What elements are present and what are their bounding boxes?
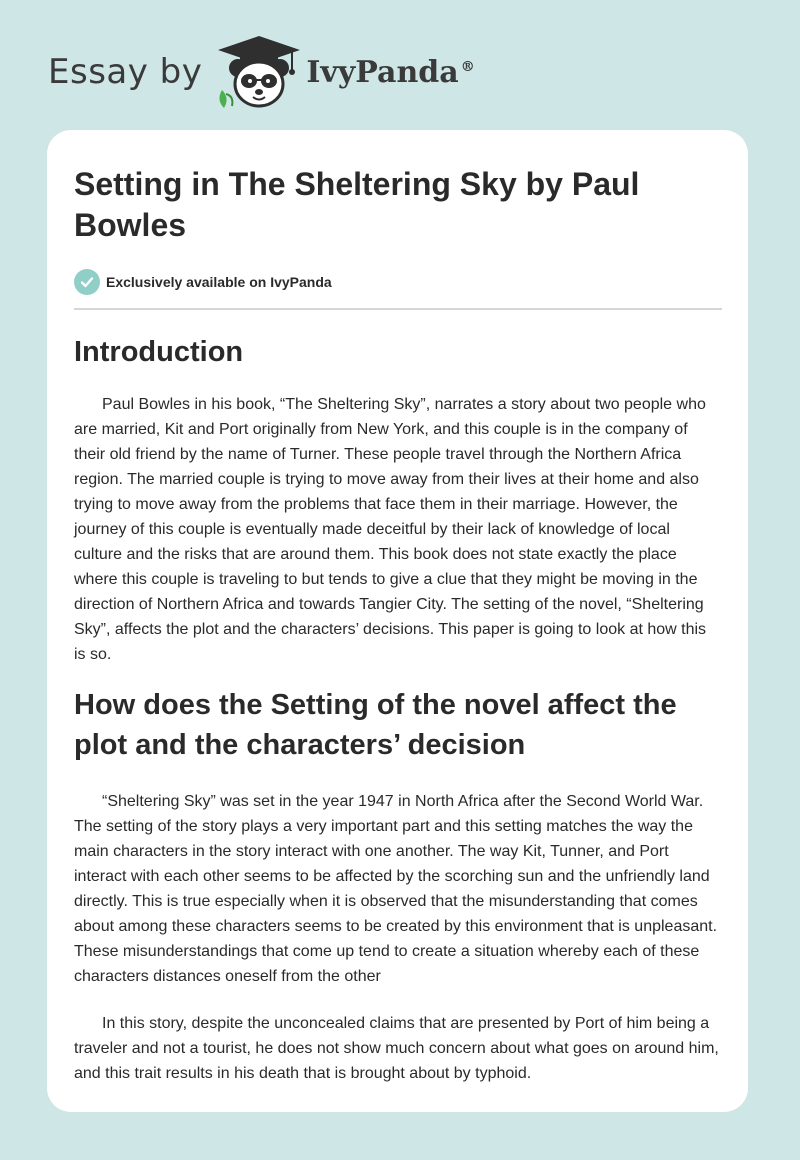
essay-by-label: Essay by [48, 52, 203, 92]
check-circle-icon [74, 269, 100, 295]
site-header [48, 34, 475, 110]
exclusive-badge-text: Exclusively available on IvyPanda [106, 274, 332, 290]
title-divider [74, 308, 722, 310]
section-heading-introduction: Introduction [74, 336, 244, 368]
panda-graduate-icon [216, 34, 302, 110]
exclusive-badge [74, 268, 722, 296]
section-heading-setting: How does the Setting of the novel affect the plot and the characters’ decision [74, 689, 677, 761]
paragraph: “Sheltering Sky” was set in the year 1947 in North Africa after the Second World War. The setting of the story plays a very important part and this setting matches the way the main characters in the story interact with one another. The way Kit, Tunner, and Port interact with each other seems to be affected by the scorching sun and the unfriendly land directly. This is true especially when it is observed that the misunderstanding that comes about among these characters seems to be created by this environment that is unpleasant. These misunderstandings that come up tend to create a situation whereby each of these characters distances oneself from the other [74, 793, 718, 985]
registered-mark: ® [460, 58, 475, 75]
paragraph: Paul Bowles in his book, “The Sheltering Sky”, narrates a story about two people who are married, Kit and Port originally from New York, and this couple is in the company of their old friend by the name of Turner. These people travel through the Northern Africa region. The married couple is trying to move away from their lives at their home and also trying to move away from the problems that face them in their marriage. However, the journey of this couple is eventually made deceitful by their lack of knowledge of local culture and the risks that are around them. This book does not state exactly the place where this couple is traveling to but tends to give a clue that they might be moving in the direction of Northern Africa and towards Tangier City. The setting of the novel, “Sheltering Sky”, affects the plot and the characters’ decisions. This paper is going to look at how this is so. [74, 396, 707, 663]
essay-title: Setting in The Sheltering Sky by Paul Bowles [74, 166, 640, 243]
essay-card [47, 130, 748, 1112]
paragraph: In this story, despite the unconcealed claims that are presented by Port of him being a traveler and not a tourist, he does not show much concern about what goes on around him, and this trait results in his death that is brought about by typhoid. [74, 1015, 719, 1082]
brand-name: IvyPanda ® [306, 54, 475, 90]
